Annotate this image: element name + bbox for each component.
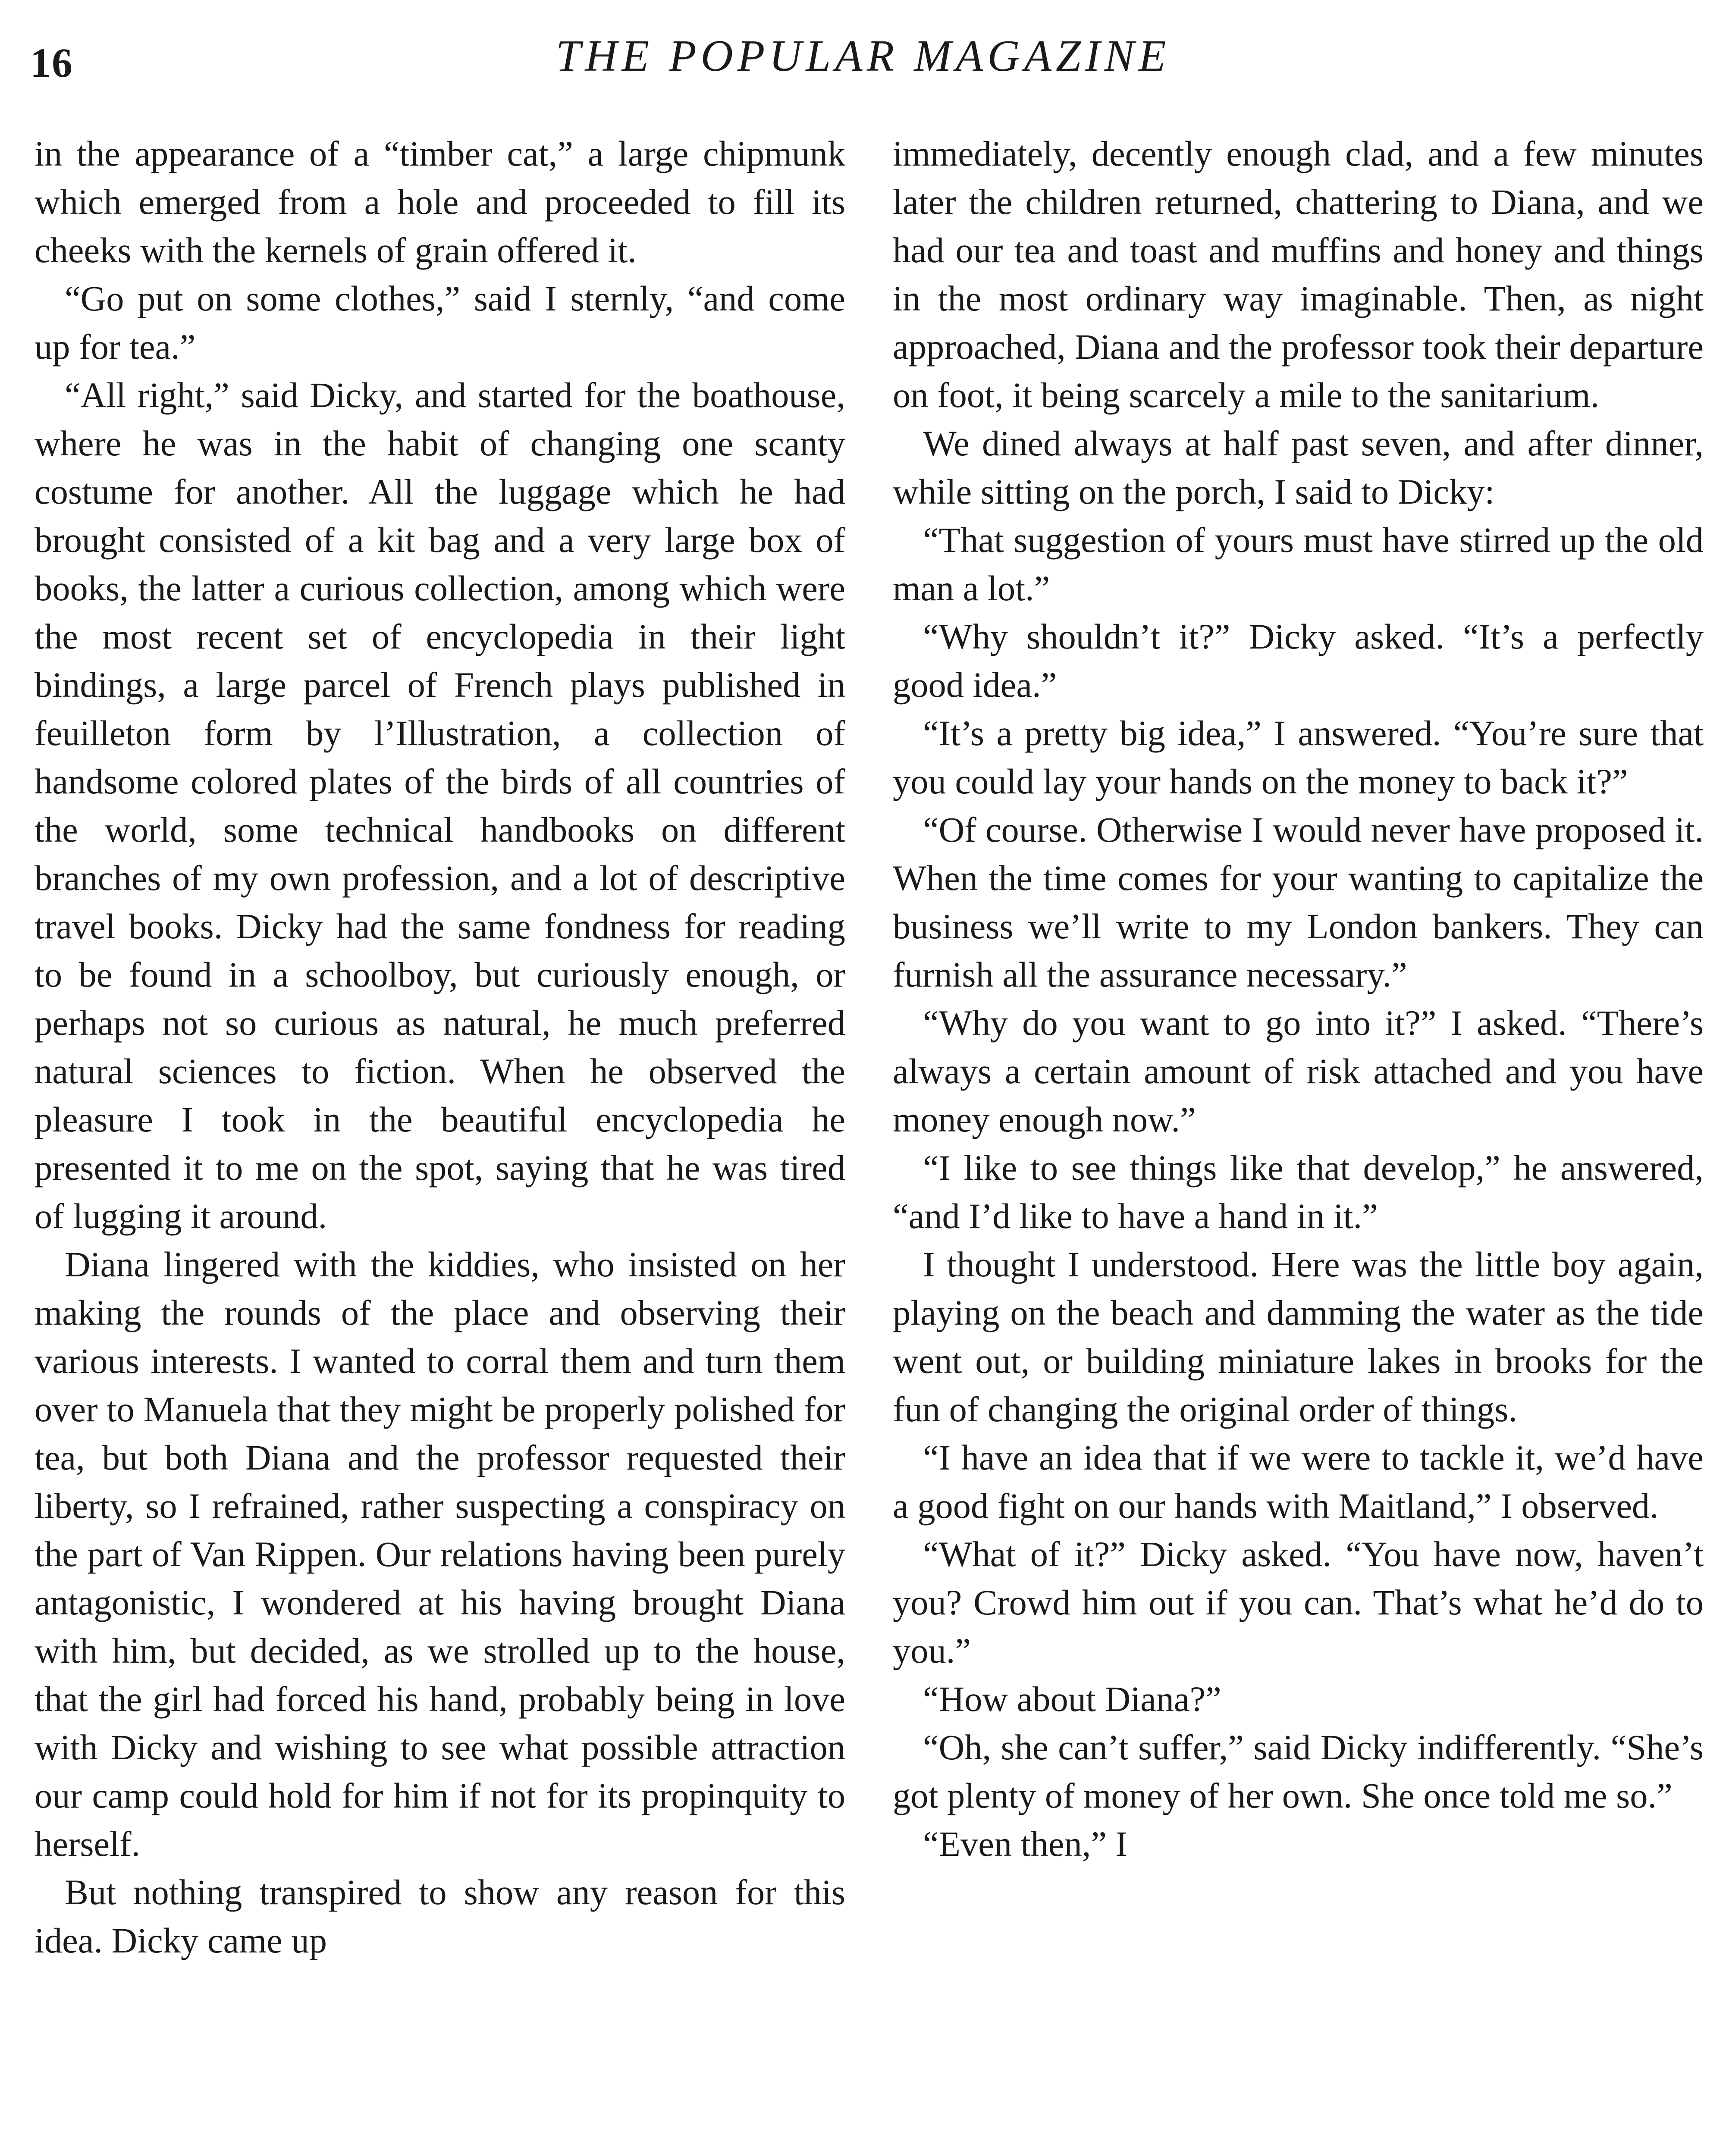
paragraph: “Even then,” I xyxy=(923,1824,1128,1864)
right-column xyxy=(893,129,1704,1868)
left-column xyxy=(35,129,845,1965)
page-header xyxy=(0,30,1726,95)
paragraph: Diana lingered with the kiddies, who insisted on her making the rounds of the place and observing their various interests. I wanted to corral them and turn them over to Manuela that they might be properly polished for tea, but both Diana and the professor requested their liberty, so I refrained, rather suspecting a conspiracy on the part of Van Rippen. Our relations having been purely antagonistic, I wondered at his having brought Diana with him, but decided, as we strolled up to the house, that the girl had forced his hand, probably being in love with Dicky and wishing to see what possible attraction our camp could hold for him if not for its propinquity to herself. xyxy=(35,1244,845,1864)
paragraph: immediately, decently enough clad, and a few minutes later the children returned, chattering to Diana, and we had our tea and toast and muffins and honey and things in the most ordinary way imaginable. Then, as night approached, Diana and the professor took their departure on foot, it being scarcely a mile to the sanitarium. xyxy=(893,134,1704,415)
paragraph: “It’s a pretty big idea,” I answered. “You’re sure that you could lay your hands on the money to back it?” xyxy=(893,713,1704,801)
paragraph: “What of it?” Dicky asked. “You have now, haven’t you? Crowd him out if you can. That’s what he’d do to you.” xyxy=(893,1534,1704,1670)
paragraph: I thought I understood. Here was the little boy again, playing on the beach and damming the water as the tide went out, or building miniature lakes in brooks for the fun of changing the original order of things. xyxy=(893,1244,1704,1429)
paragraph: But nothing transpired to show any reason for this idea. Dicky came up xyxy=(35,1872,845,1960)
paragraph: “Of course. Otherwise I would never have proposed it. When the time comes for your wanting to capitalize the business we’ll write to my London bankers. They can furnish all the assurance necessary.” xyxy=(893,810,1704,994)
paragraph: “That suggestion of yours must have stirred up the old man a lot.” xyxy=(893,520,1704,608)
page-number: 16 xyxy=(30,40,73,86)
paragraph: “Go put on some clothes,” said I sternly, “and come up for tea.” xyxy=(35,279,845,367)
paragraph: “I have an idea that if we were to tackle it, we’d have a good fight on our hands with Maitland,” I observed. xyxy=(893,1438,1704,1526)
paragraph: “Oh, she can’t suffer,” said Dicky indifferently. “She’s got plenty of money of her own. She once told me so.” xyxy=(893,1727,1704,1815)
paragraph: “All right,” said Dicky, and started for the boathouse, where he was in the habit of changing one scanty costume for another. All the luggage which he had brought consisted of a kit bag and a very large box of books, the latter a curious collection, among which were the most recent set of encyclopedia in their light bindings, a large parcel of French plays published in feuilleton form by l’Illustration, a collection of handsome colored plates of the birds of all countries of the world, some technical handbooks on different branches of my own profession, and a lot of descriptive travel books. Dicky had the same fondness for reading to be found in a schoolboy, but curiously enough, or perhaps not so curious as natural, he much preferred natural sciences to fiction. When he observed the pleasure I took in the beautiful encyclopedia he presented it to me on the spot, saying that he was tired of lugging it around. xyxy=(35,375,845,1236)
paragraph: in the appearance of a “timber cat,” a large chipmunk which emerged from a hole and proceeded to fill its cheeks with the kernels of grain offered it. xyxy=(35,134,845,270)
paragraph: “I like to see things like that develop,” he answered, “and I’d like to have a hand in it.” xyxy=(893,1148,1704,1236)
paragraph: “How about Diana?” xyxy=(923,1679,1221,1719)
paragraph: “Why do you want to go into it?” I asked. “There’s always a certain amount of risk attached and you have money enough now.” xyxy=(893,1003,1704,1139)
running-title: THE POPULAR MAGAZINE xyxy=(555,31,1171,81)
paragraph: We dined always at half past seven, and after dinner, while sitting on the porch, I said to Dicky: xyxy=(893,423,1704,511)
paragraph: “Why shouldn’t it?” Dicky asked. “It’s a perfectly good idea.” xyxy=(893,617,1704,705)
